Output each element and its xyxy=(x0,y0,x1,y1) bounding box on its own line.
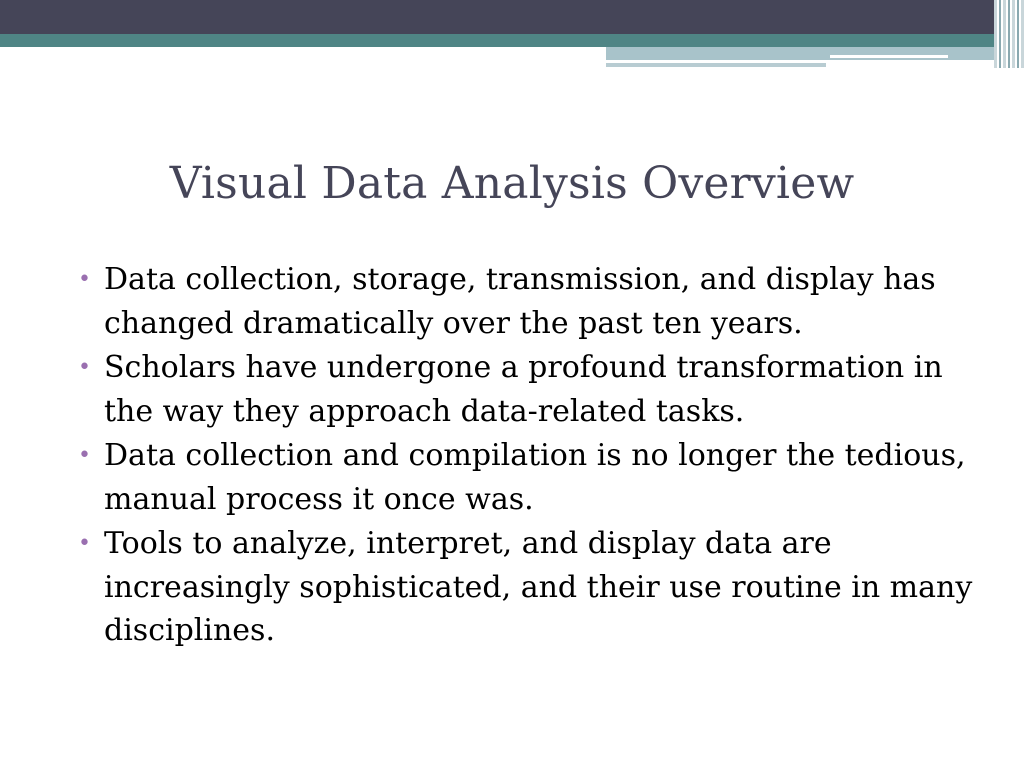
bullet-text: Tools to analyze, interpret, and display data are increasingly sophisticated, and their use routine in many disciplines. xyxy=(104,526,973,648)
bullet-text: Data collection and compilation is no longer the tedious, manual process it once was. xyxy=(104,438,966,517)
header-band-dark xyxy=(0,0,1024,34)
header-band-light xyxy=(606,47,1024,60)
header-stripes xyxy=(994,0,1024,68)
bullet-item xyxy=(74,522,974,653)
bullet-list xyxy=(74,258,974,654)
bullet-item xyxy=(74,434,974,521)
header-band-teal xyxy=(0,34,1024,47)
bullet-item xyxy=(74,346,974,433)
bullet-icon: • xyxy=(78,443,91,468)
bullet-text: Data collection, storage, transmission, and display has changed dramatically over the past ten years. xyxy=(104,262,936,341)
bullet-icon: • xyxy=(78,267,91,292)
slide-title: Visual Data Analysis Overview xyxy=(169,158,855,209)
bullet-text: Scholars have undergone a profound transformation in the way they approach data-related tasks. xyxy=(104,350,943,429)
bullet-icon: • xyxy=(78,355,91,380)
bullet-icon: • xyxy=(78,531,91,556)
header-band-light-thin xyxy=(606,63,826,67)
header-band-gap xyxy=(830,55,948,58)
bullet-item xyxy=(74,258,974,345)
